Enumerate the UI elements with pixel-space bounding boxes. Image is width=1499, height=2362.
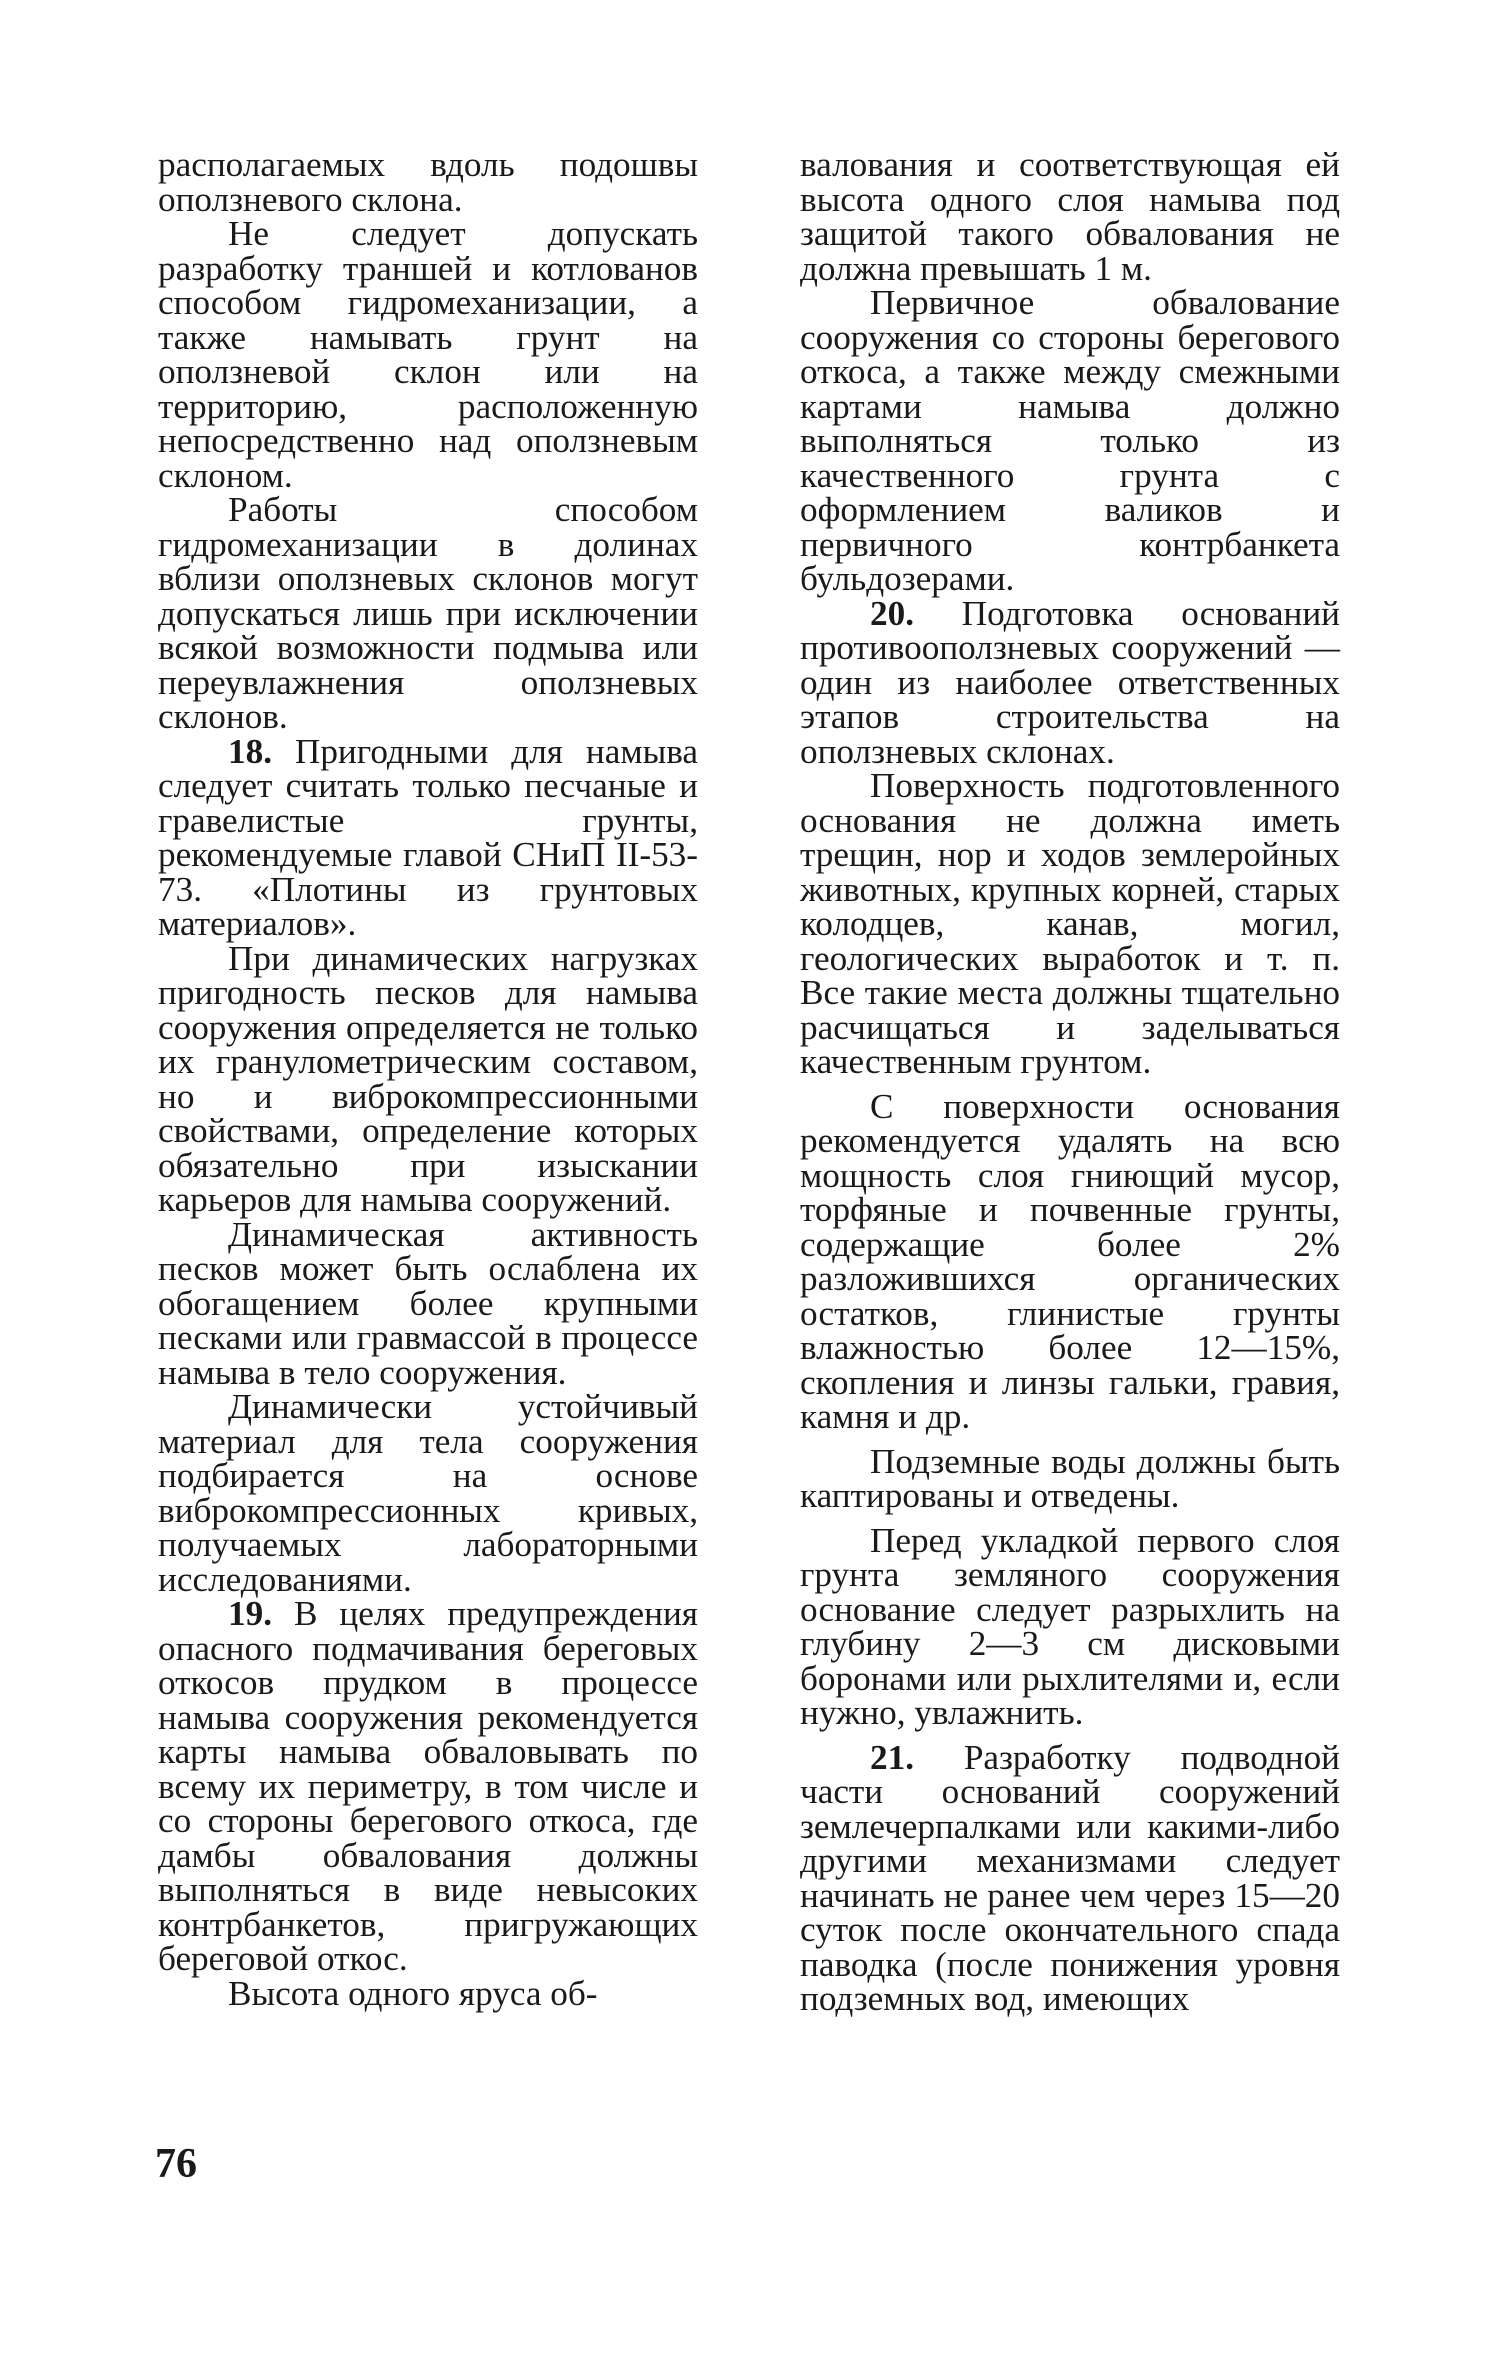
paragraph-text: Подготовка оснований противооползневых сооружений — один из наиболее ответственных этапов строительства на оползневых склонах. bbox=[800, 593, 1341, 771]
paragraph: Высота одного яруса об- bbox=[228, 1973, 598, 2013]
left-column bbox=[158, 145, 699, 2013]
paragraph-number: 19. bbox=[228, 1594, 272, 1633]
paragraph: Перед укладкой первого слоя грунта земляного сооружения основание следует разрыхлить на глубину 2—3 см дисковыми боронами или рыхлителями и, если нужно, увлажнить. bbox=[800, 1520, 1340, 1732]
paragraph: При динамических нагрузках пригодность песков для намыва сооружения определяется не только их гранулометрическим составом, но и виброкомпрессионными свойствами, определение которых обязательно при изыскании карьеров для намыва сооружений. bbox=[158, 938, 698, 1219]
paragraph-number: 18. bbox=[228, 731, 272, 771]
paragraph: Подземные воды должны быть каптированы и отведены. bbox=[800, 1441, 1340, 1515]
numbered-paragraph-18 bbox=[158, 731, 699, 943]
paragraph: Первичное обвалование сооружения со стороны берегового откоса, а также между смежными картами намыва должно выполняться только из качественного грунта с оформлением валиков и первичного контрбанкета бульдозерами. bbox=[800, 283, 1340, 598]
paragraph: Не следует допускать разработку траншей и котлованов способом гидромеханизации, а также намывать грунт на оползневой склон или на территорию, расположенную непосредственно над оползневым склоном. bbox=[158, 214, 698, 495]
paragraph: располагаемых вдоль подошвы оползневого склона. bbox=[158, 145, 698, 219]
paragraph: Динамическая активность песков может быть ослаблена их обогащением более крупными песками или гравмассой в процессе намыва в тело сооружения. bbox=[158, 1214, 698, 1392]
paragraph-number: 20. bbox=[870, 593, 914, 633]
numbered-paragraph-19 bbox=[158, 1594, 698, 1978]
right-column bbox=[800, 145, 1341, 2018]
paragraph-text: В целях предупреждения опасного подмачивания береговых откосов прудком в процессе намыва сооружения рекомендуется карты намыва обваловывать по всему их периметру, в том числе и со стороны берегового откоса, где дамбы обвалования должны выполняться в виде невысоких контрбанкетов, пригружающих береговой откос. bbox=[158, 1594, 698, 1978]
paragraph-number: 21. bbox=[870, 1737, 914, 1777]
numbered-paragraph-20 bbox=[800, 593, 1341, 771]
paragraph: Поверхность подготовленного основания не должна иметь трещин, нор и ходов землеройных животных, крупных корней, старых колодцев, канав, могил, геологических выработок и т. п. Все такие места должны тщательно расчищаться и заделываться качественным грунтом. bbox=[800, 766, 1340, 1081]
numbered-paragraph-21 bbox=[800, 1737, 1340, 2018]
paragraph: валования и соответствующая ей высота одного слоя намыва под защитой такого обвалования не должна превышать 1 м. bbox=[800, 145, 1340, 288]
paragraph: Работы способом гидромеханизации в долинах вблизи оползневых склонов могут допускаться лишь при исключении всякой возможности подмыва или переувлажнения оползневых склонов. bbox=[158, 490, 698, 736]
paragraph-text: Разработку подводной части оснований сооружений землечерпалками или какими-либо другими механизмами следует начинать не ранее чем через 15—20 суток после окончательного спада паводка (после понижения уровня подземных вод, имеющих bbox=[800, 1737, 1340, 2018]
paragraph-text: Пригодными для намыва следует считать только песчаные и гравелистые грунты, рекомендуемые главой СНиП II-53-73. «Плотины из грунтовых материалов». bbox=[158, 731, 699, 943]
paragraph: Динамически устойчивый материал для тела сооружения подбирается на основе виброкомпрессионных кривых, получаемых лабораторными исследованиями. bbox=[158, 1387, 698, 1599]
page-number: 76 bbox=[155, 2141, 197, 2187]
paragraph: С поверхности основания рекомендуется удалять на всю мощность слоя гниющий мусор, торфяные и почвенные грунты, содержащие более 2% разложившихся органических остатков, глинистые грунты влажностью более 12—15%, скопления и линзы гальки, гравия, камня и др. bbox=[800, 1086, 1340, 1436]
